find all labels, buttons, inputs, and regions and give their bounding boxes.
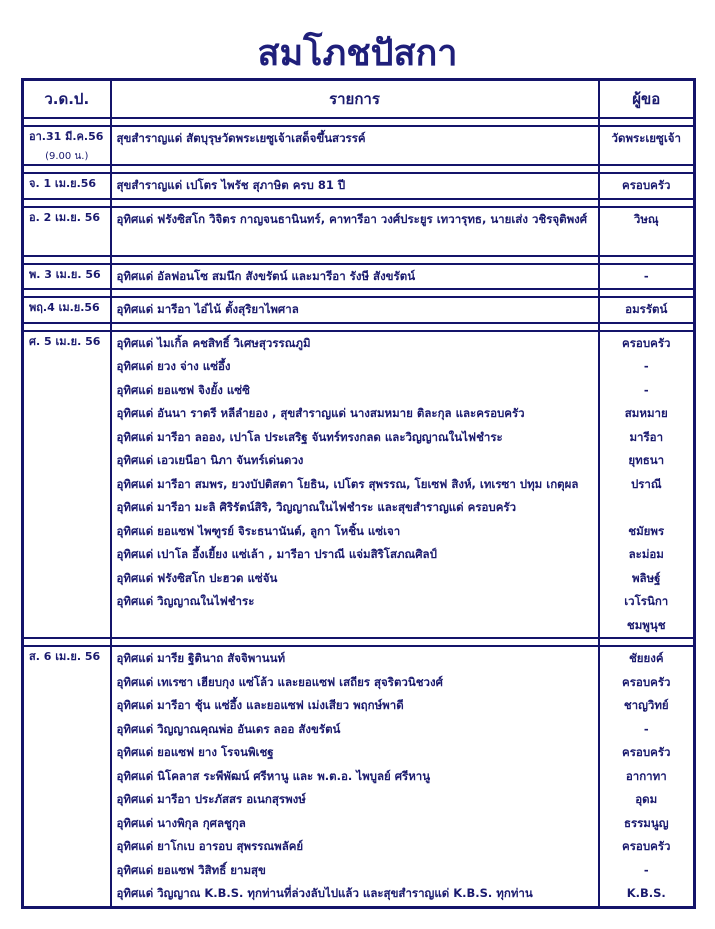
items-cell [111, 173, 599, 199]
date-cell [23, 297, 111, 323]
section-spacer [23, 118, 695, 126]
items-cell [111, 331, 599, 639]
spacer-cell [23, 638, 111, 646]
requester-name: - [643, 382, 649, 397]
requester-name: พลิษฐ์ [631, 570, 661, 585]
table-row [23, 207, 695, 256]
requester-name: ชัยยงค์ [628, 651, 664, 665]
spacer-cell [599, 638, 695, 646]
spacer-cell [23, 165, 111, 173]
date-text: อา.31 มี.ค.56 [29, 130, 104, 143]
intention-item: สุขสำราญแด่ เปโตร ไพรัช สุภาษิต ครบ 81 ปี [116, 178, 346, 192]
section-spacer [23, 323, 695, 331]
requester-name: เวโรนิกา [624, 594, 669, 608]
intention-item: อุทิศแด่ มารีอา ลออง, เปาโล ประเสริฐ จันทร์ทรงกลด และวิญญาณในไฟชำระ [116, 429, 503, 444]
header-items: รายการ [111, 80, 599, 119]
intention-item: อุทิศแด่ ฟรังซิสโก ปะฮวด แซ่จัน [116, 570, 278, 585]
items-cell [111, 207, 599, 256]
items-cell [111, 264, 599, 290]
table-row [23, 173, 695, 199]
items-cell [111, 126, 599, 165]
requester-name: ครอบครัว [622, 178, 671, 192]
intention-item: อุทิศแด่ มารีอา ไอ๋ไน้ ตั้งสุริยาไพศาล [116, 302, 299, 316]
intention-item: อุทิศแด่ อันนา ราตรี หลีลำยอง , สุขสำราญแด่ นางสมหมาย ติละกุล และครอบครัว [116, 406, 525, 420]
items-cell [111, 297, 599, 323]
intention-item: อุทิศแด่ ยวง จ่าง แซ่อึ้ง [116, 359, 231, 373]
date-text: พ. 3 เม.ย. 56 [29, 267, 101, 281]
intention-item: อุทิศแด่ ยาโกเบ อารอบ สุพรรณพลัคย์ [116, 839, 304, 853]
date-cell [23, 207, 111, 256]
spacer-cell [23, 199, 111, 207]
spacer-cell [111, 165, 599, 173]
requester-name: - [643, 862, 649, 877]
intention-item: อุทิศแด่ เปาโล อึ้งเยี้ยง แซ่เล้า , มารีอา ปราณี แจ่มสิริโสภณศิลป์ [116, 547, 437, 561]
spacer-cell [599, 289, 695, 297]
requester-name: - [643, 359, 649, 373]
spacer-cell [111, 256, 599, 264]
requester-name: วัดพระเยซูเจ้า [611, 131, 681, 145]
requester-name: K.B.S. [626, 886, 666, 900]
date-text: จ. 1 เม.ย.56 [29, 177, 97, 190]
requester-cell [599, 297, 695, 323]
requester-name: - [643, 268, 649, 283]
intention-item: อุทิศแด่ วิญญาณในไฟชำระ [116, 594, 255, 608]
intention-item: อุทิศแด่ นิโคลาส ระพีพัฒน์ ศรีหานู และ พ.ต.อ. ไพบูลย์ ศรีหานู [116, 768, 431, 783]
requester-name: ชาญวิทย์ [623, 698, 669, 712]
intention-item: อุทิศแด่ ไมเกิ้ล คชสิทธิ์ วิเศษสุวรรณภูมิ [116, 335, 311, 350]
section-spacer [23, 289, 695, 297]
requester-cell [599, 173, 695, 199]
requester-name: ครอบครัว [622, 839, 671, 853]
spacer-cell [599, 199, 695, 207]
date-cell [23, 126, 111, 165]
requester-name: ชมพูนุช [626, 617, 666, 632]
date-cell [23, 173, 111, 199]
requester-name: ครอบครัว [622, 335, 671, 350]
requester-name: อมรรัตน์ [625, 302, 668, 316]
intention-item: อุทิศแด่ ยอแซฟ วิสิทธิ์ ยามสุข [116, 862, 266, 877]
intention-item: อุทิศแด่ อัลฟอนโซ สมนึก สังขรัตน์ และมารีอา รังษี สังขรัตน์ [116, 268, 416, 283]
date-text: อ. 2 เม.ย. 56 [29, 210, 101, 224]
table-row [23, 126, 695, 165]
requester-cell [599, 646, 695, 907]
intention-item: อุทิศแด่ มารีอา มะลิ ศิริรัตน์สิริ, วิญญาณในไฟชำระ และสุขสำราญแด่ ครอบครัว [116, 500, 517, 514]
intention-item: อุทิศแด่ เอวเยนีอา นิภา จันทร์เด่นดวง [116, 453, 304, 467]
spacer-cell [111, 638, 599, 646]
intention-item: อุทิศแด่ ยอแซฟ ยาง โรจนพิเชฐ [116, 745, 274, 759]
intention-item: อุทิศแด่ มารีอา สมพร, ยวงบัปติสตา โยธิน, เปโตร สุพรรณ, โยเซฟ สิงห์, เทเรซา ปทุม เกตุผล [116, 476, 579, 491]
spacer-cell [599, 323, 695, 331]
spacer-cell [23, 118, 111, 126]
requester-name: ปราณี [630, 476, 662, 491]
requester-name: สมหมาย [624, 406, 668, 420]
requester-name: วิษณุ [633, 211, 659, 226]
requester-name: ครอบครัว [622, 745, 671, 759]
intention-item: อุทิศแด่ เทเรซา เฮียบกุง แซ่โล้ว และยอแซฟ เสถียร สุจริตวนิชวงศ์ [116, 674, 443, 689]
intention-item: อุทิศแด่ มารีย ฐิตินาถ สัจจิพานนท์ [116, 651, 286, 665]
date-text: ส. 6 เม.ย. 56 [29, 650, 101, 663]
intention-item: อุทิศแด่ ฟรังซิสโก วิจิตร กาญจนธานินทร์, คาทารีอา วงศ์ประยูร เทวารุทธ, นายเส่ง วชิรจุติพงศ์ [116, 211, 588, 226]
spacer-cell [111, 199, 599, 207]
page-title: สมโภชปัสกา [257, 32, 458, 74]
header-date: ว.ด.ป. [23, 80, 111, 119]
section-spacer [23, 165, 695, 173]
spacer-cell [23, 323, 111, 331]
intention-item: อุทิศแด่ ยอแซฟ ไพฑูรย์ จิระธนานันต์, ลูกา โหชิ้น แซ่เจา [116, 523, 401, 538]
requester-cell [599, 207, 695, 256]
header-requester: ผู้ขอ [599, 80, 695, 119]
mass-intentions-table [21, 78, 696, 909]
requester-name: ชมัยพร [628, 523, 665, 538]
requester-cell [599, 126, 695, 165]
items-cell [111, 646, 599, 907]
spacer-cell [111, 118, 599, 126]
table-row [23, 646, 695, 907]
requester-name: ละม่อม [628, 547, 664, 561]
spacer-cell [599, 165, 695, 173]
section-spacer [23, 638, 695, 646]
table-row [23, 331, 695, 639]
intention-item: อุทิศแด่ วิญญาณ K.B.S. ทุกท่านที่ล่วงลับไปแล้ว และสุขสำราญแด่ K.B.S. ทุกท่าน [116, 886, 533, 900]
spacer-cell [111, 323, 599, 331]
requester-cell [599, 331, 695, 639]
date-cell [23, 646, 111, 907]
section-spacer [23, 256, 695, 264]
intention-item: สุขสำราญแด่ สัตบุรุษวัดพระเยซูเจ้าเสด็จขึ้นสวรรค์ [116, 131, 366, 145]
intention-item: อุทิศแด่ มารีอา ชุ้น แซ่อึ้ง และยอแซฟ เม่งเสียว พฤกษ์พาดี [116, 698, 404, 712]
date-cell [23, 331, 111, 639]
date-cell [23, 264, 111, 290]
requester-name: มารีอา [629, 429, 664, 444]
intention-item: อุทิศแด่ ยอแซฟ จิงยั้ง แซ่ซิ [116, 382, 250, 397]
spacer-cell [599, 118, 695, 126]
requester-name: ธรรมนูญ [623, 815, 669, 830]
requester-name: ยุทธนา [628, 453, 665, 467]
spacer-cell [599, 256, 695, 264]
requester-cell [599, 264, 695, 290]
intention-item: อุทิศแด่ มารีอา ประภัสสร อเนกสุรพงษ์ [116, 792, 306, 806]
table-row [23, 297, 695, 323]
spacer-cell [111, 289, 599, 297]
requester-name: - [643, 721, 649, 736]
section-spacer [23, 199, 695, 207]
spacer-cell [23, 256, 111, 264]
spacer-cell [23, 289, 111, 297]
table-row [23, 264, 695, 290]
time-text: (9.00 น.) [45, 151, 89, 162]
requester-name: อากาทา [625, 768, 667, 783]
date-text: ศ. 5 เม.ย. 56 [29, 334, 101, 348]
requester-name: ครอบครัว [622, 674, 671, 689]
intention-item: อุทิศแด่ นางพิกุล กุศลชูกุล [116, 815, 246, 830]
requester-name: อุดม [635, 792, 658, 806]
intention-item: อุทิศแด่ วิญญาณคุณพ่อ อันเดร ลออ สังขรัตน์ [116, 721, 341, 736]
date-text: พฤ.4 เม.ย.56 [29, 301, 100, 314]
header-row [23, 80, 695, 119]
